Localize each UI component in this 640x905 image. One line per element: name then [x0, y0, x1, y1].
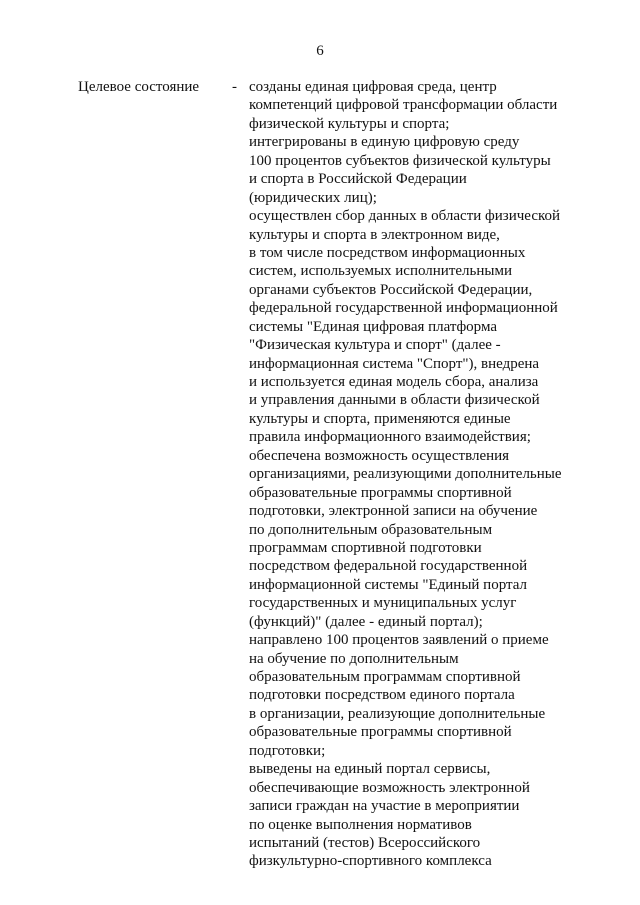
content-line: системы "Единая цифровая платформа — [249, 318, 497, 335]
content-line: "Физическая культура и спорт" (далее - — [249, 337, 501, 354]
row-dash: - — [232, 79, 237, 95]
content-line: обеспечена возможность осуществления — [249, 447, 510, 464]
content-line: выведены на единый портал сервисы, — [249, 761, 491, 778]
content-line: на обучение по дополнительным — [249, 650, 459, 667]
content-line: обеспечивающие возможность электронной — [249, 779, 530, 796]
content-line: по дополнительным образовательным — [249, 521, 493, 538]
row-label: Целевое состояние — [78, 79, 200, 95]
content-line: культуры и спорта в электронном виде, — [249, 226, 500, 243]
content-line: подготовки посредством единого портала — [249, 687, 515, 704]
content-line: и управления данными в области физической — [249, 392, 540, 409]
content-line: направлено 100 процентов заявлений о приеме — [249, 632, 549, 649]
content-line: посредством федеральной государственной — [249, 558, 528, 575]
content-line: физкультурно-спортивного комплекса — [249, 853, 492, 870]
content-line: интегрированы в единую цифровую среду — [249, 134, 520, 151]
content-line: (функций)" (далее - единый портал); — [249, 613, 483, 630]
content-line: программам спортивной подготовки — [249, 539, 482, 556]
content-line: по оценке выполнения нормативов — [249, 816, 472, 833]
content-line: (юридических лиц); — [249, 189, 377, 206]
page-number: 6 — [316, 43, 324, 59]
content-line: подготовки; — [249, 742, 326, 759]
content-line: созданы единая цифровая среда, центр — [249, 79, 497, 95]
content-line: культуры и спорта, применяются единые — [249, 410, 511, 427]
content-line: образовательные программы спортивной — [249, 484, 512, 501]
content-line: образовательным программам спортивной — [249, 669, 521, 685]
content-line: 100 процентов субъектов физической культуры — [249, 152, 551, 169]
content-line: физической культуры и спорта; — [249, 115, 450, 132]
content-line: компетенций цифровой трансформации области — [249, 97, 558, 114]
content-line: информационной системы "Единый портал — [249, 576, 528, 593]
content-line: систем, используемых исполнительными — [249, 263, 512, 280]
content-line: и спорта в Российской Федерации — [249, 171, 467, 188]
content-line: в том числе посредством информационных — [249, 244, 526, 261]
row-content — [249, 78, 579, 871]
content-line: органами субъектов Российской Федерации, — [249, 281, 533, 298]
content-line: и используется единая модель сбора, анализа — [249, 374, 539, 390]
content-line: осуществлен сбор данных в области физической — [249, 208, 561, 225]
content-line: подготовки, электронной записи на обучение — [249, 503, 538, 520]
content-line: федеральной государственной информационной — [249, 300, 558, 317]
content-line: испытаний (тестов) Всероссийского — [249, 834, 481, 851]
content-line: государственных и муниципальных услуг — [249, 595, 517, 612]
content-line: образовательные программы спортивной — [249, 724, 512, 741]
content-line: правила информационного взаимодействия; — [249, 429, 531, 446]
content-line: записи граждан на участие в мероприятии — [249, 798, 520, 815]
content-line: организациями, реализующими дополнительные — [249, 466, 562, 483]
content-line: в организации, реализующие дополнительные — [249, 705, 546, 722]
content-line: информационная система "Спорт"), внедрена — [249, 355, 540, 372]
